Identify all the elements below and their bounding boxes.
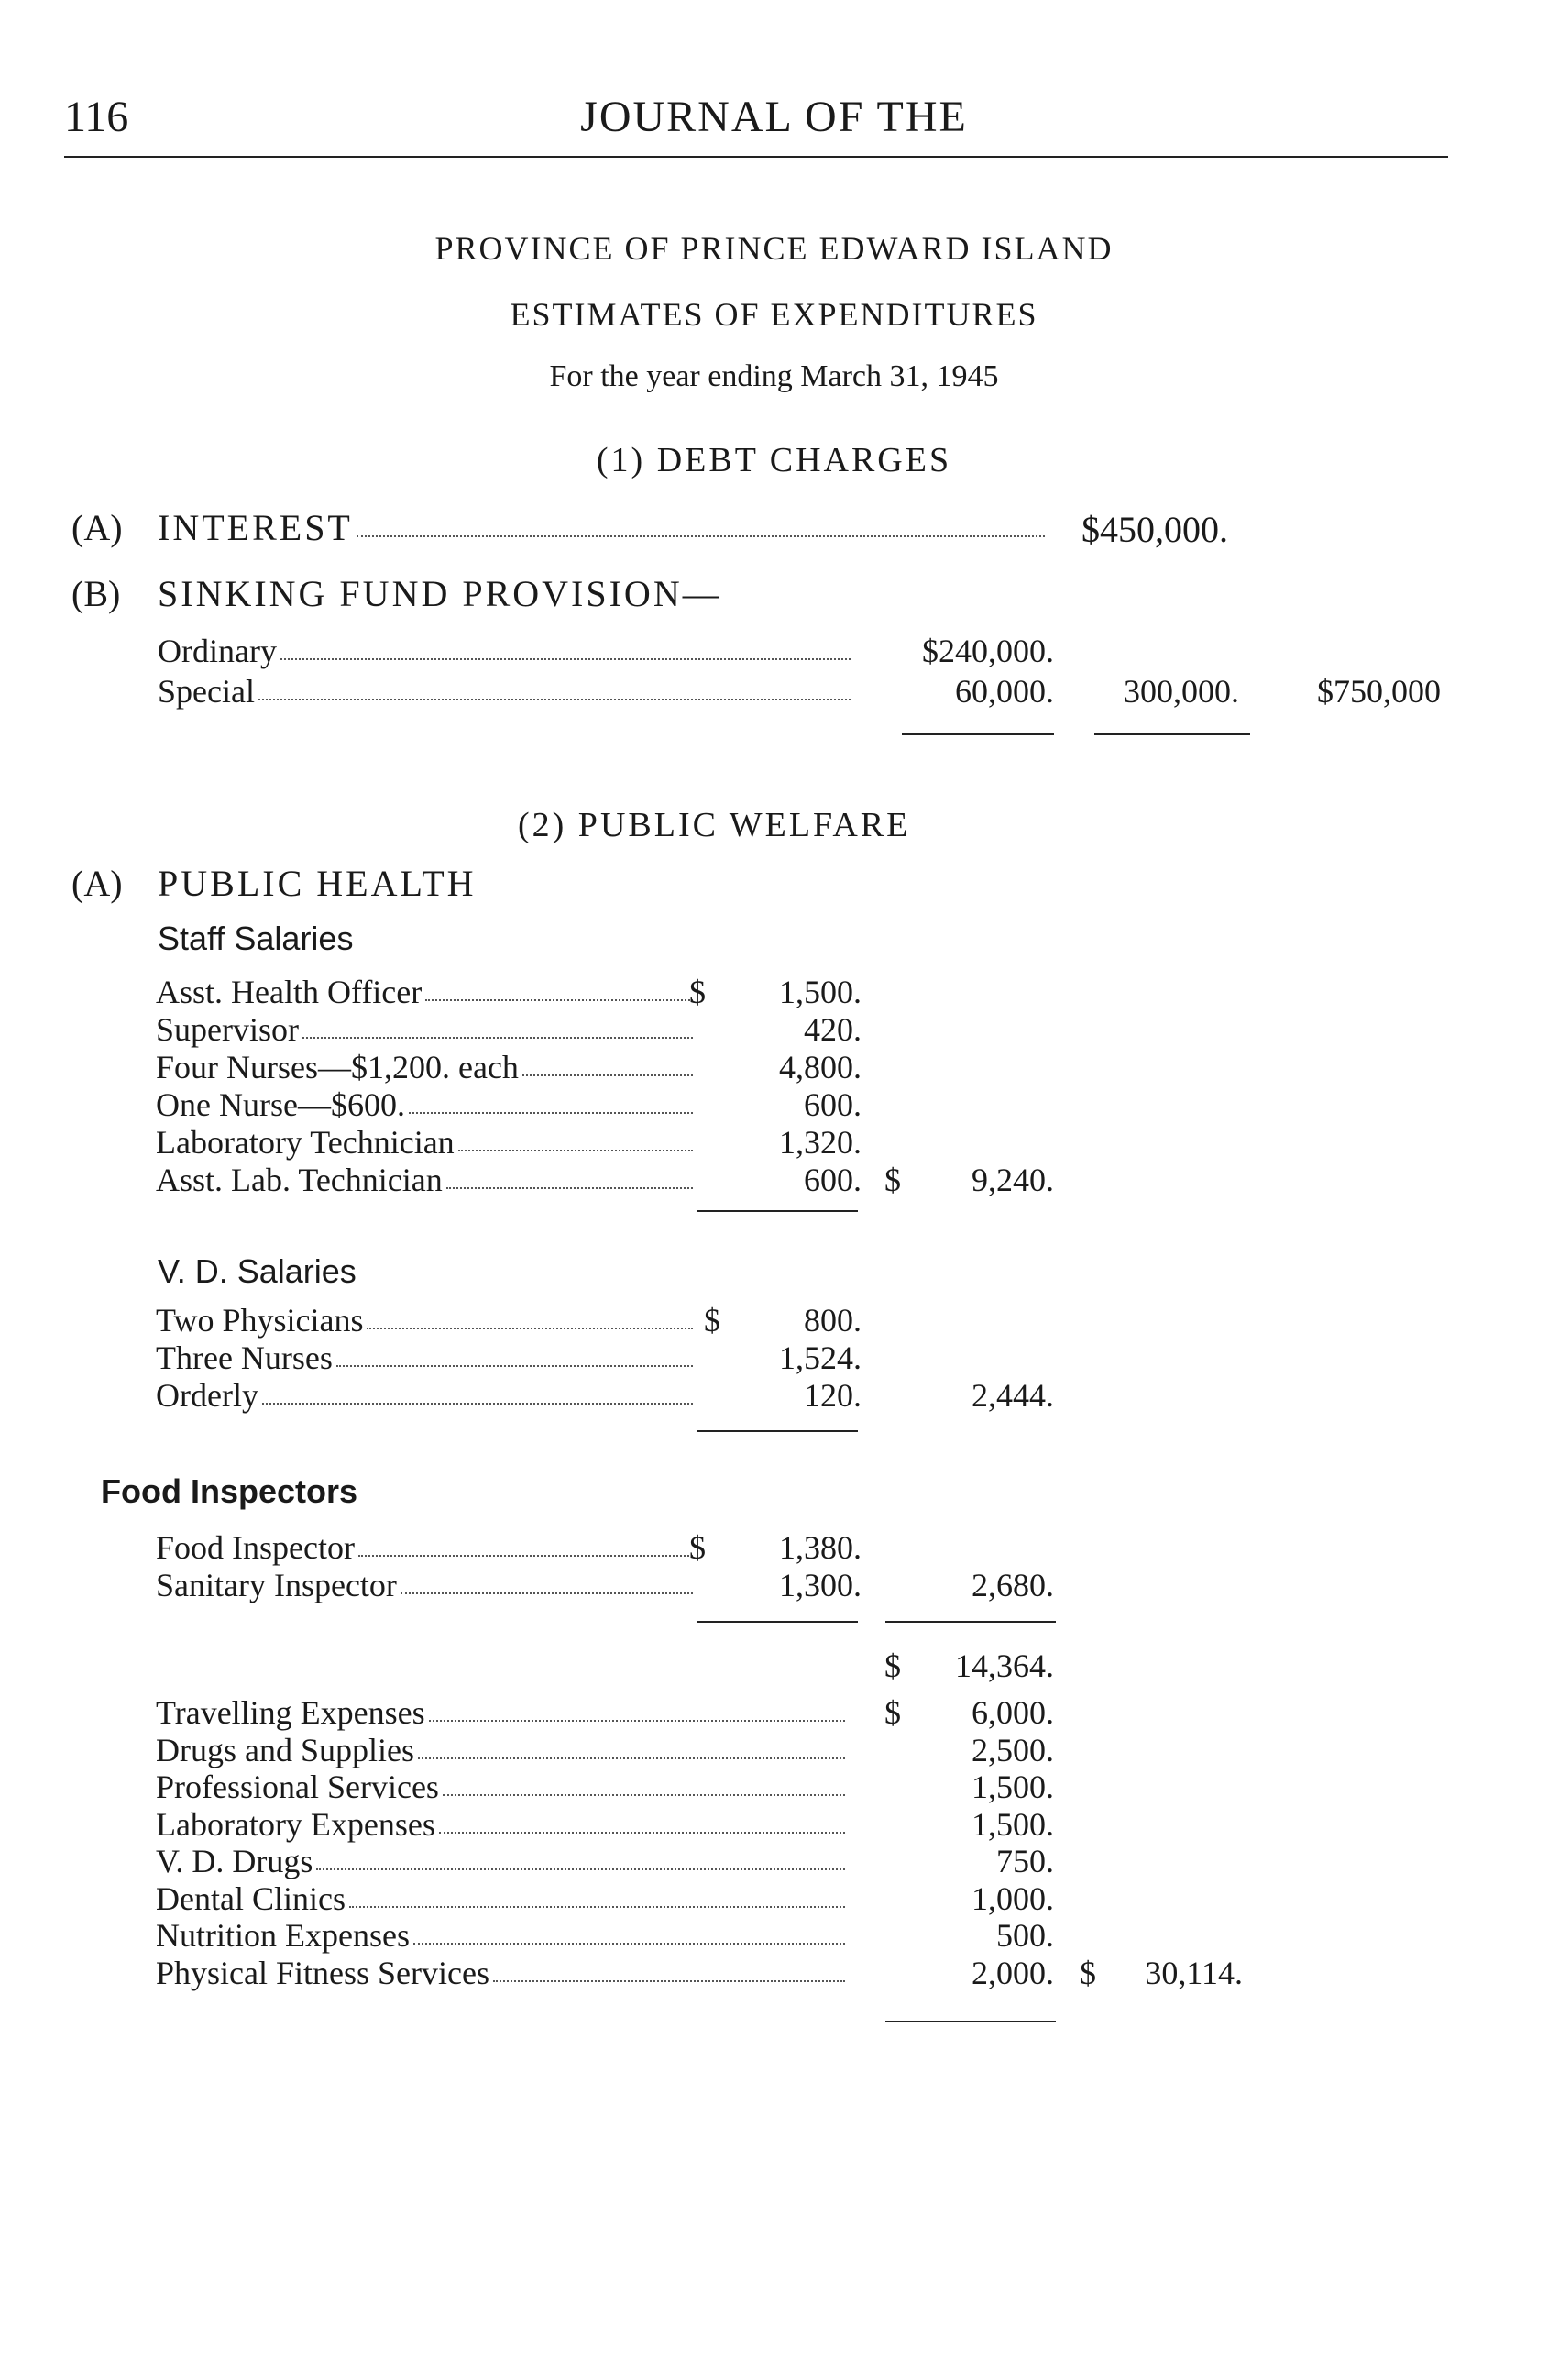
ledger-row <box>156 1768 1531 1805</box>
total-currency-sign: $ <box>1080 1954 1096 1991</box>
leader-dots <box>458 1124 693 1151</box>
ledger-row <box>156 1567 1531 1603</box>
row-amount: 1,500. <box>972 1768 1054 1805</box>
row-amount: 2,500. <box>972 1731 1054 1768</box>
running-title: JOURNAL OF THE <box>580 93 968 141</box>
currency-sign: $ <box>689 974 706 1010</box>
row-amount: 2,000. <box>972 1954 1054 1991</box>
row-label: One Nurse—$600. <box>156 1086 405 1123</box>
row-label-group <box>156 1732 849 1768</box>
leader-dots <box>429 1694 845 1722</box>
row-total: 9,240. <box>972 1162 1054 1198</box>
leader-dots <box>358 1529 693 1557</box>
salaries-total-amount: 14,364. <box>955 1647 1054 1684</box>
food-inspectors-heading: Food Inspectors <box>101 1472 358 1510</box>
row-label: Sanitary Inspector <box>156 1567 397 1603</box>
ledger-row <box>156 1806 1531 1843</box>
ledger-row <box>156 1011 1531 1048</box>
leader-dots <box>262 1377 693 1405</box>
underline-rule <box>902 733 1054 735</box>
row-label: V. D. Drugs <box>156 1843 313 1879</box>
leader-dots <box>522 1049 693 1076</box>
interest-letter: (A) <box>71 507 123 548</box>
row-amount: 420. <box>804 1011 862 1048</box>
row-amount: 1,500. <box>779 974 862 1010</box>
row-amount: 1,300. <box>779 1567 862 1603</box>
row-label-group <box>156 1955 849 1991</box>
row-total: 30,114. <box>1145 1954 1243 1991</box>
row-label: Special <box>158 673 255 710</box>
row-amount: 750. <box>996 1843 1054 1879</box>
row-label: Physical Fitness Services <box>156 1954 489 1991</box>
row-label-group <box>158 673 854 710</box>
ledger-row <box>156 1162 1531 1198</box>
row-label: Drugs and Supplies <box>156 1731 414 1768</box>
interest-amount: $450,000. <box>1081 509 1228 550</box>
public-health-letter: (A) <box>71 863 123 904</box>
row-label: Supervisor <box>156 1011 299 1048</box>
row-label: Asst. Lab. Technician <box>156 1162 443 1198</box>
row-label: Four Nurses—$1,200. each <box>156 1049 519 1085</box>
row-label-group <box>156 1880 849 1917</box>
row-label-group <box>156 1302 697 1339</box>
row-amount: 4,800. <box>779 1049 862 1085</box>
row-label-group <box>156 1806 849 1843</box>
ledger-row <box>158 673 1532 710</box>
row-label-group <box>156 1567 697 1603</box>
section-heading-welfare: (2) PUBLIC WELFARE <box>518 806 911 844</box>
row-label: Asst. Health Officer <box>156 974 423 1010</box>
ledger-row <box>156 1377 1531 1414</box>
ledger-row <box>156 1049 1531 1085</box>
row-label: Orderly <box>156 1377 258 1414</box>
ledger-row <box>156 1694 1531 1731</box>
row-amount: 1,320. <box>779 1124 862 1161</box>
leader-dots <box>401 1567 693 1594</box>
row-total: $750,000 <box>1317 673 1441 710</box>
row-label: Food Inspector <box>156 1529 355 1566</box>
ledger-row <box>156 1732 1531 1768</box>
row-amount: 6,000. <box>972 1694 1054 1731</box>
currency-sign: $ <box>704 1302 720 1339</box>
leader-dots <box>446 1162 693 1189</box>
interest-row <box>158 507 1074 548</box>
row-amount: 1,000. <box>972 1879 1054 1917</box>
leader-dots <box>443 1768 845 1796</box>
row-label: Professional Services <box>156 1768 439 1805</box>
underline-rule <box>885 2021 1056 2022</box>
row-amount: 1,380. <box>779 1529 862 1566</box>
row-label: Dental Clinics <box>156 1879 346 1917</box>
sinking-letter: (B) <box>71 573 121 614</box>
row-label: Laboratory Expenses <box>156 1805 435 1843</box>
ledger-row <box>156 1339 1531 1376</box>
row-label: Laboratory Technician <box>156 1124 455 1161</box>
underline-rule <box>697 1430 858 1432</box>
row-label-group <box>156 1529 697 1566</box>
ledger-row <box>156 1880 1531 1917</box>
row-amount: 1,524. <box>779 1339 862 1376</box>
title-province: PROVINCE OF PRINCE EDWARD ISLAND <box>434 230 1114 267</box>
leader-dots <box>336 1339 693 1367</box>
row-amount: 600. <box>804 1162 862 1198</box>
row-label: Nutrition Expenses <box>156 1917 410 1954</box>
leader-dots <box>493 1955 845 1982</box>
vd-salaries-heading: V. D. Salaries <box>158 1252 357 1290</box>
ledger-row <box>156 1302 1531 1339</box>
staff-salaries-heading: Staff Salaries <box>158 920 354 957</box>
leader-dots <box>302 1011 693 1039</box>
title-estimates: ESTIMATES OF EXPENDITURES <box>510 296 1038 333</box>
ledger-row <box>158 633 1532 669</box>
row-label-group <box>156 1011 697 1048</box>
leader-dots <box>280 633 851 660</box>
row-total: 2,444. <box>972 1377 1054 1414</box>
row-total: 2,680. <box>972 1567 1054 1603</box>
ledger-row <box>156 1843 1531 1879</box>
ledger-row <box>156 1955 1531 1991</box>
underline-rule <box>885 1621 1056 1623</box>
row-amount: 800. <box>804 1302 862 1339</box>
currency-sign: $ <box>884 1694 901 1731</box>
sinking-label: SINKING FUND PROVISION— <box>158 573 722 614</box>
row-label-group <box>156 974 697 1010</box>
leader-dots <box>439 1806 845 1834</box>
row-label-group <box>156 1049 697 1085</box>
ledger-row <box>156 974 1531 1010</box>
salaries-total-currency: $ <box>884 1647 901 1684</box>
row-amount: 120. <box>804 1377 862 1414</box>
row-label: Ordinary <box>158 633 277 669</box>
leader-dots <box>258 673 851 700</box>
ledger-row <box>156 1917 1531 1954</box>
interest-label: INTEREST <box>158 507 353 548</box>
page-number: 116 <box>64 93 129 141</box>
leader-dots <box>413 1917 845 1945</box>
underline-rule <box>697 1210 858 1212</box>
row-label-group <box>156 1124 697 1161</box>
row-label-group <box>156 1768 849 1805</box>
leader-dots <box>349 1880 845 1908</box>
ledger-row <box>156 1529 1531 1566</box>
row-label-group <box>156 1162 697 1198</box>
row-subtotal: 300,000. <box>1124 673 1239 710</box>
row-amount: 500. <box>996 1917 1054 1954</box>
row-label-group <box>156 1377 697 1414</box>
leader-dots <box>425 974 693 1001</box>
row-label-group <box>156 1917 849 1954</box>
row-amount: 600. <box>804 1086 862 1123</box>
row-label-group <box>156 1339 697 1376</box>
row-label-group <box>156 1086 697 1123</box>
row-label: Three Nurses <box>156 1339 333 1376</box>
row-label-group <box>156 1843 849 1879</box>
underline-rule <box>1094 733 1250 735</box>
total-currency-sign: $ <box>884 1162 901 1198</box>
underline-rule <box>697 1621 858 1623</box>
row-label-group <box>158 633 854 669</box>
header-rule <box>64 156 1448 158</box>
row-label: Two Physicians <box>156 1302 364 1339</box>
row-amount: $240,000. <box>922 633 1054 669</box>
leader-dots <box>367 1302 693 1329</box>
title-year: For the year ending March 31, 1945 <box>549 359 999 393</box>
leader-dots <box>409 1086 693 1114</box>
ledger-row <box>156 1124 1531 1161</box>
section-heading-debt: (1) DEBT CHARGES <box>596 441 952 479</box>
leader-dots <box>316 1843 845 1870</box>
public-health-label: PUBLIC HEALTH <box>158 863 477 904</box>
currency-sign: $ <box>689 1529 706 1566</box>
row-amount: 60,000. <box>955 673 1054 710</box>
leader-dots <box>418 1732 845 1759</box>
leader-dots <box>357 510 1045 537</box>
row-label-group <box>156 1694 849 1731</box>
row-amount: 1,500. <box>972 1805 1054 1843</box>
row-label: Travelling Expenses <box>156 1694 425 1731</box>
ledger-row <box>156 1086 1531 1123</box>
